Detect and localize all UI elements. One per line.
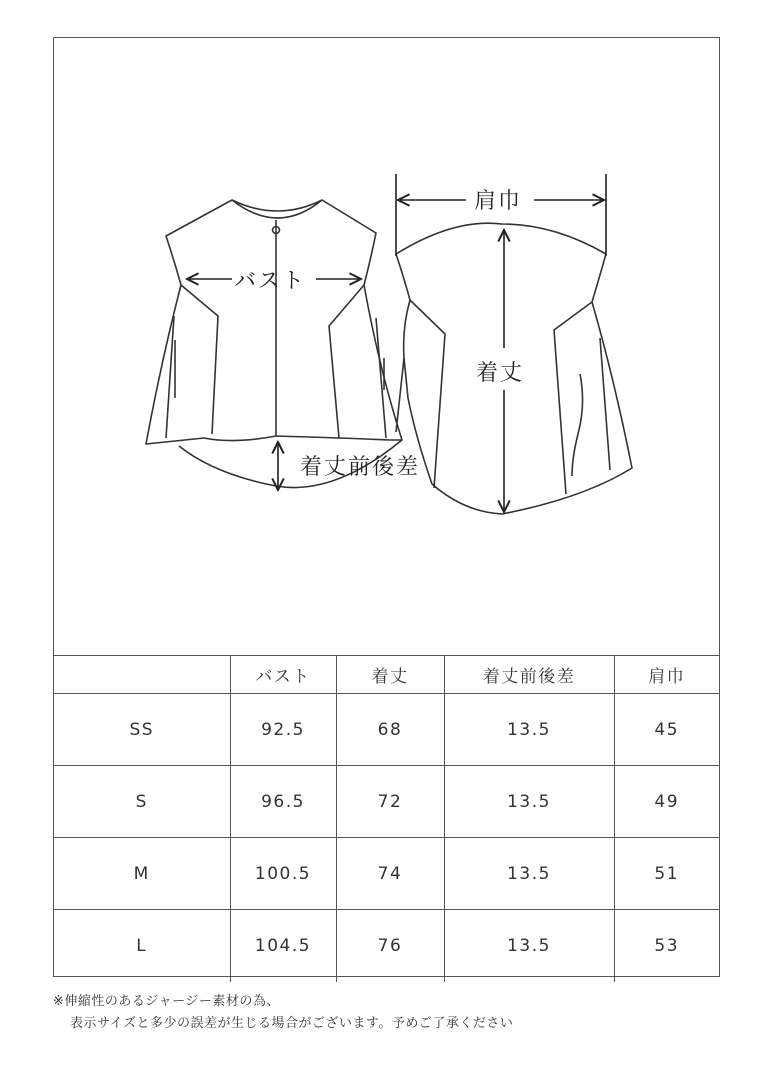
table-header-row <box>54 656 719 694</box>
shoulder-cell: 53 <box>614 910 719 982</box>
header-length: 着丈 <box>336 656 444 694</box>
bust-cell: 104.5 <box>230 910 336 982</box>
front-body-outline <box>146 200 402 444</box>
header-bust: バスト <box>230 656 336 694</box>
garment-diagram <box>54 38 721 656</box>
length-cell: 76 <box>336 910 444 982</box>
front-back-diff-label: 着丈前後差 <box>300 455 421 480</box>
bust-cell: 96.5 <box>230 766 336 838</box>
left-armhole-seam <box>181 285 218 434</box>
size-chart-frame <box>53 37 720 977</box>
header-size-blank <box>54 656 230 694</box>
shoulder-cell: 45 <box>614 694 719 766</box>
diff-cell: 13.5 <box>444 838 614 910</box>
shoulder-label: 肩巾 <box>474 189 523 214</box>
size-cell: L <box>54 910 230 982</box>
diff-cell: 13.5 <box>444 694 614 766</box>
table-row <box>54 766 719 838</box>
length-cell: 68 <box>336 694 444 766</box>
shoulder-cell: 51 <box>614 838 719 910</box>
bust-cell: 100.5 <box>230 838 336 910</box>
size-variance-note: 表示サイズと多少の誤差が生じる場合がございます。予めご了承ください <box>70 1016 514 1031</box>
header-shoulder: 肩巾 <box>614 656 719 694</box>
header-front-back-diff: 着丈前後差 <box>444 656 614 694</box>
diff-cell: 13.5 <box>444 910 614 982</box>
front-view-illustration <box>146 200 402 488</box>
size-table <box>54 655 719 982</box>
length-label: 着丈 <box>476 361 525 386</box>
bust-cell: 92.5 <box>230 694 336 766</box>
back-left-side-seam <box>396 358 404 432</box>
left-side-seam <box>166 316 174 438</box>
length-cell: 74 <box>336 838 444 910</box>
table-row <box>54 694 719 766</box>
size-cell: S <box>54 766 230 838</box>
back-pocket-mark <box>572 374 583 476</box>
size-cell: SS <box>54 694 230 766</box>
size-cell: M <box>54 838 230 910</box>
back-right-side-seam <box>600 338 610 470</box>
material-note: ※伸縮性のあるジャージー素材の為、 <box>53 994 280 1009</box>
front-neckline <box>232 200 322 218</box>
right-armhole-seam <box>329 285 364 438</box>
diff-cell: 13.5 <box>444 766 614 838</box>
table-row <box>54 838 719 910</box>
length-cell: 72 <box>336 766 444 838</box>
shoulder-cell: 49 <box>614 766 719 838</box>
table-row <box>54 910 719 982</box>
bust-label: バスト <box>234 269 307 294</box>
